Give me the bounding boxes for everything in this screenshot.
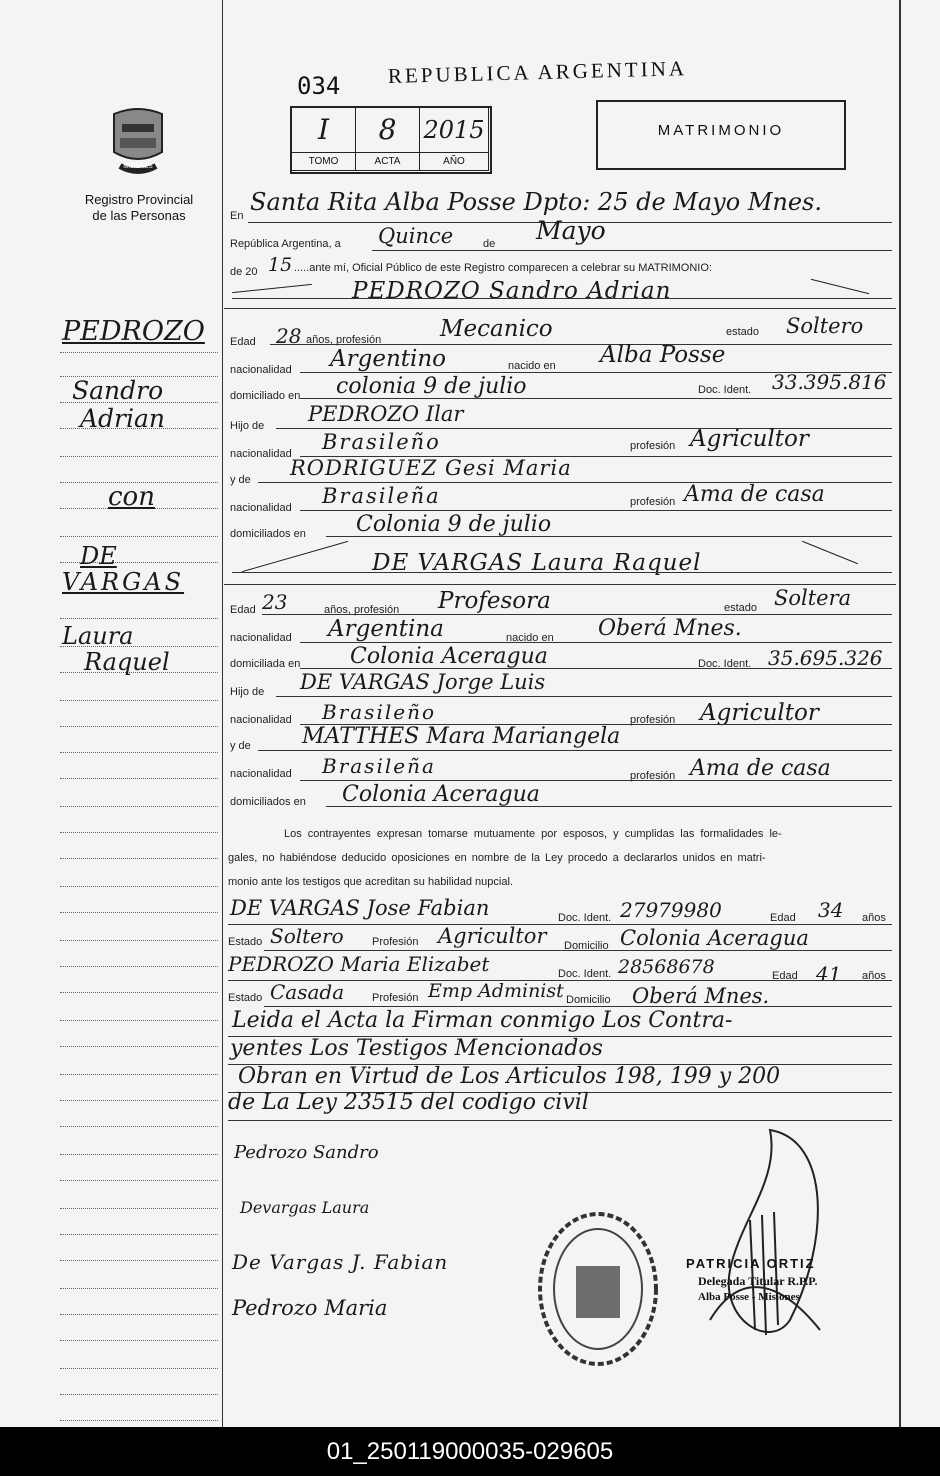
- de-label: de: [483, 238, 496, 250]
- witness1-estado-line: [264, 950, 892, 951]
- official-location: Alba Posse - Misiones: [698, 1291, 800, 1303]
- groom-section-rule: [224, 308, 896, 309]
- margin-line: [60, 1314, 218, 1315]
- bride-mother: MATTHES Mara Mariangela: [302, 724, 621, 749]
- groom-age: 28: [276, 324, 302, 348]
- bride-edad-label: Edad: [230, 604, 256, 616]
- margin-line: [60, 1260, 218, 1261]
- tomo-cell: [291, 107, 356, 153]
- margin-groom-name1: Sandro: [72, 376, 164, 405]
- margin-connector: con: [108, 482, 155, 512]
- margin-line: [60, 858, 218, 859]
- groom-parents-dom-label: domiciliados en: [230, 528, 306, 540]
- margin-bride-surname2: VARGAS: [62, 568, 185, 596]
- groom-father: PEDROZO Ilar: [308, 402, 464, 426]
- note-line1: Leida el Acta la Firman conmigo Los Contra-: [232, 1008, 733, 1033]
- signature-witness2: Pedrozo Maria: [232, 1296, 388, 1320]
- groom-domicile: colonia 9 de julio: [336, 374, 527, 399]
- bride-full-name: DE VARGAS Laura Raquel: [372, 550, 702, 576]
- witness2-estado-line: [264, 1006, 892, 1007]
- witness2-estado-label: Estado: [228, 992, 263, 1004]
- bride-age: 23: [262, 590, 288, 614]
- groom-mother: RODRIGUEZ Gesi Maria: [290, 456, 572, 480]
- bride-father-nat-label: nacionalidad: [230, 714, 292, 726]
- bride-hijo-label: Hijo de: [230, 686, 265, 698]
- file-id-bar: 01_250119000035-029605: [0, 1427, 940, 1476]
- bride-mother-nat-line: [300, 780, 892, 781]
- margin-groom-surname: PEDROZO: [62, 316, 205, 347]
- margin-line: [60, 912, 218, 913]
- groom-nacido-label: nacido en: [508, 360, 556, 372]
- groom-edad-line: [270, 344, 892, 345]
- official-name: PATRICIA ORTIZ: [686, 1256, 816, 1271]
- official-title: Delegada Titular R.P.P.: [698, 1274, 818, 1288]
- witness2-anos-label: años: [862, 970, 886, 982]
- witness1-name: DE VARGAS Jose Fabian: [230, 896, 490, 920]
- margin-line: [60, 1340, 218, 1341]
- margin-line: [60, 1020, 218, 1021]
- bride-anos-label: años, profesión: [324, 604, 400, 616]
- groom-nac-label: nacionalidad: [230, 364, 292, 376]
- witness2-doc-label: Doc. Ident.: [558, 968, 612, 980]
- margin-line: [60, 1420, 218, 1421]
- anio-cell: [419, 107, 489, 153]
- witness1-anos-label: años: [862, 912, 886, 924]
- bride-parents-dom-line: [326, 806, 892, 807]
- acta-value: 8: [378, 113, 397, 146]
- margin-line: [60, 1208, 218, 1209]
- groom-mother-nat: Brasileña: [322, 484, 441, 508]
- margin-bride-surname1: DE: [80, 542, 117, 570]
- signature-witness1: De Vargas J. Fabian: [232, 1250, 449, 1274]
- witness1-prof-label: Profesión: [372, 936, 419, 948]
- signature-bride: Devargas Laura: [240, 1198, 370, 1217]
- groom-mother-nat-line: [300, 510, 892, 511]
- witness2-profession: Emp Administ: [428, 980, 564, 1002]
- bride-mother-prof: Ama de casa: [690, 756, 831, 781]
- witness2-age: 41: [816, 962, 842, 986]
- margin-bride-name1: Laura: [62, 622, 134, 650]
- acta-label: ACTA: [355, 152, 420, 171]
- bride-father-prof: Agricultor: [700, 700, 819, 726]
- margin-line: [60, 1288, 218, 1289]
- margin-line: [60, 1394, 218, 1395]
- groom-yde-label: y de: [230, 474, 251, 486]
- province-emblem: [108, 108, 168, 182]
- witness2-prof-label: Profesión: [372, 992, 419, 1004]
- bride-name-dash-left: [242, 541, 348, 572]
- declaration-line3: monio ante los testigos que acreditan su habilidad nupcial.: [228, 876, 513, 888]
- bride-nac-label: nacionalidad: [230, 632, 292, 644]
- year-prefix: de 20: [230, 266, 258, 278]
- bride-mother-nat-label: nacionalidad: [230, 768, 292, 780]
- bride-father-line: [276, 696, 892, 697]
- signature-groom: Pedrozo Sandro: [234, 1142, 379, 1163]
- groom-parents-dom: Colonia 9 de julio: [356, 512, 552, 537]
- declaration-line1: Los contrayentes expresan tomarse mutuamente por esposos, y cumplidas las formalidades le-: [284, 828, 782, 840]
- declaration-line2: gales, no habiéndose deducido oposiciones en nombre de la Ley procedo a declararlos unidos en matri-: [228, 852, 766, 864]
- anio-value: 2015: [423, 116, 485, 144]
- place: Santa Rita Alba Posse Dpto: 25 de Mayo Mnes.: [250, 188, 822, 216]
- republica-label: República Argentina, a: [230, 238, 341, 250]
- official-signature: [700, 1120, 840, 1350]
- bride-status: Soltera: [774, 586, 852, 610]
- witness1-edad-label: Edad: [770, 912, 796, 924]
- bride-parents-dom-label: domiciliados en: [230, 796, 306, 808]
- margin-line: [60, 1234, 218, 1235]
- margin-line: [60, 886, 218, 887]
- margin-line: [60, 806, 218, 807]
- country-heading: REPUBLICA ARGENTINA: [387, 56, 688, 88]
- act-type-title: MATRIMONIO: [657, 122, 785, 139]
- margin-line: [60, 752, 218, 753]
- en-label: En: [230, 210, 244, 222]
- witness1-domicile: Colonia Aceragua: [620, 926, 809, 950]
- groom-name-dash-left: [232, 284, 312, 293]
- groom-name-dash-right: [811, 279, 869, 294]
- witness2-domicile: Oberá Mnes.: [632, 984, 770, 1008]
- groom-mother-prof: Ama de casa: [684, 482, 825, 507]
- bride-edad-line: [262, 614, 892, 615]
- margin-line: [60, 778, 218, 779]
- bride-father-prof-label: profesión: [630, 714, 676, 726]
- margin-groom-name2: Adrian: [80, 404, 166, 433]
- margin-line: [60, 726, 218, 727]
- margin-line: [60, 618, 218, 619]
- bride-doc-label: Doc. Ident.: [698, 658, 752, 670]
- bride-mother-line: [258, 750, 892, 751]
- bride-mother-nat: Brasileña: [322, 754, 436, 778]
- groom-profession: Mecanico: [440, 316, 553, 342]
- bride-dom-line: [300, 668, 892, 669]
- margin-line: [60, 1126, 218, 1127]
- day-line: [372, 250, 892, 251]
- anio-label: AÑO: [419, 152, 489, 171]
- note-line2: yentes Los Testigos Mencionados: [230, 1036, 603, 1061]
- day: Quince: [378, 224, 454, 248]
- witness2-dom-label: Domicilio: [566, 994, 611, 1006]
- groom-anos-label: años, profesión: [306, 334, 382, 346]
- margin-line: [60, 1100, 218, 1101]
- groom-father-nat-label: nacionalidad: [230, 448, 292, 460]
- tomo-value: I: [317, 113, 330, 146]
- groom-nationality: Argentino: [330, 346, 447, 372]
- bride-birthplace: Oberá Mnes.: [598, 616, 742, 641]
- witness2-status: Casada: [270, 980, 345, 1004]
- note-line4: de La Ley 23515 del codigo civil: [228, 1090, 589, 1115]
- bride-parents-dom: Colonia Aceragua: [342, 782, 540, 807]
- witness1-doc-label: Doc. Ident.: [558, 912, 612, 924]
- groom-status: Soltero: [786, 314, 864, 338]
- margin-bride-name2: Raquel: [84, 648, 170, 676]
- bride-profession: Profesora: [438, 588, 551, 614]
- groom-doc: 33.395.816: [772, 370, 887, 394]
- groom-mother-prof-label: profesión: [630, 496, 676, 508]
- agency-name-line1: Registro Provincial: [84, 192, 194, 207]
- groom-dom-line: [300, 398, 892, 399]
- bride-nationality: Argentina: [328, 616, 444, 642]
- margin-line: [60, 992, 218, 993]
- margin-line: [60, 1046, 218, 1047]
- groom-hijo-label: Hijo de: [230, 420, 265, 432]
- margin-line: [60, 700, 218, 701]
- bride-section-rule: [224, 584, 896, 585]
- act-number: 034: [297, 72, 341, 100]
- bride-doc: 35.695.326: [768, 646, 883, 670]
- bride-father-nat: Brasileño: [322, 700, 436, 724]
- margin-line: [60, 966, 218, 967]
- intro-statement: .....ante mí, Oficial Público de este Registro comparecen a celebrar su MATRIMONIO:: [294, 262, 712, 274]
- witness1-status: Soltero: [270, 924, 344, 948]
- margin-line: [60, 456, 218, 457]
- witness1-doc: 27979980: [620, 898, 722, 922]
- groom-birthplace: Alba Posse: [600, 342, 726, 368]
- agency-name-line2: de las Personas: [92, 208, 186, 223]
- bride-nacido-label: nacido en: [506, 632, 554, 644]
- witness1-estado-label: Estado: [228, 936, 263, 948]
- registry-seal: [536, 1210, 660, 1368]
- groom-parents-dom-line: [326, 536, 892, 537]
- groom-dom-label: domiciliado en: [230, 390, 301, 402]
- margin-rule: [222, 0, 223, 1427]
- margin-line: [60, 1368, 218, 1369]
- bride-mother-prof-label: profesión: [630, 770, 676, 782]
- margin-line: [60, 352, 218, 353]
- witness2-doc: 28568678: [618, 956, 715, 978]
- bride-dom-label: domiciliada en: [230, 658, 301, 670]
- groom-father-prof-label: profesión: [630, 440, 676, 452]
- note-line3: Obran en Virtud de Los Articulos 198, 199 y 200: [238, 1064, 781, 1089]
- groom-mother-nat-label: nacionalidad: [230, 502, 292, 514]
- bride-estado-label: estado: [724, 602, 758, 614]
- acta-cell: [355, 107, 420, 153]
- tomo-label: TOMO: [291, 152, 356, 171]
- groom-father-prof: Agricultor: [690, 426, 809, 452]
- witness2-edad-label: Edad: [772, 970, 798, 982]
- groom-edad-label: Edad: [230, 336, 256, 348]
- groom-full-name: PEDROZO Sandro Adrian: [352, 278, 672, 304]
- month: Mayo: [536, 216, 606, 245]
- margin-line: [60, 1154, 218, 1155]
- groom-father-nat: Brasileño: [322, 430, 441, 454]
- bride-name-line: [232, 572, 892, 573]
- right-border-rule: [899, 0, 901, 1427]
- witness1-profession: Agricultor: [438, 924, 547, 948]
- margin-line: [60, 1074, 218, 1075]
- margin-line: [60, 832, 218, 833]
- groom-name-line: [232, 298, 892, 299]
- margin-line: [60, 536, 218, 537]
- year-suffix: 15: [268, 254, 293, 276]
- bride-domicile: Colonia Aceragua: [350, 644, 548, 669]
- witness2-name: PEDROZO Maria Elizabet: [228, 952, 490, 976]
- groom-doc-label: Doc. Ident.: [698, 384, 752, 396]
- bride-name-dash-right: [802, 541, 858, 564]
- bride-father: DE VARGAS Jorge Luis: [300, 670, 546, 694]
- witness1-age: 34: [818, 898, 844, 922]
- bride-nac-line: [300, 642, 892, 643]
- margin-line: [60, 1180, 218, 1181]
- emblem-label: MISIONES: [123, 164, 153, 170]
- margin-line: [60, 940, 218, 941]
- witness1-dom-label: Domicilio: [564, 940, 609, 952]
- bride-yde-label: y de: [230, 740, 251, 752]
- groom-estado-label: estado: [726, 326, 760, 338]
